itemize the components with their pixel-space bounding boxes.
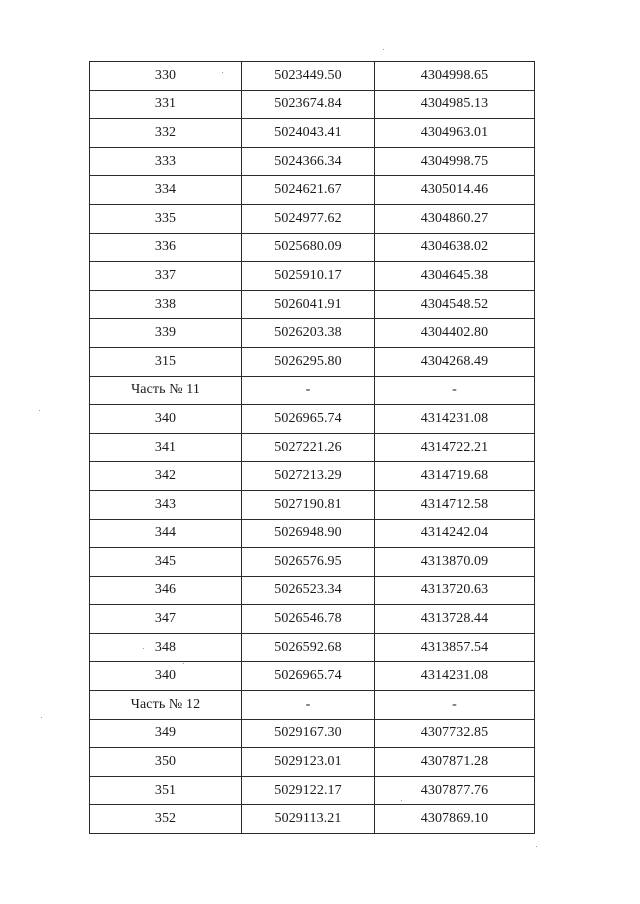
scan-speck bbox=[222, 72, 223, 73]
point-number-cell: Часть № 12 bbox=[90, 691, 242, 720]
point-number-cell: 330 bbox=[90, 62, 242, 91]
scan-speck bbox=[143, 648, 144, 649]
table-row bbox=[90, 490, 535, 519]
point-number-cell: 315 bbox=[90, 347, 242, 376]
point-number-cell: 347 bbox=[90, 605, 242, 634]
x-coordinate-cell: 5024621.67 bbox=[242, 176, 375, 205]
table-row bbox=[90, 433, 535, 462]
y-coordinate-cell: 4314719.68 bbox=[375, 462, 535, 491]
y-coordinate-cell: 4313728.44 bbox=[375, 605, 535, 634]
table-row bbox=[90, 719, 535, 748]
point-number-cell: 334 bbox=[90, 176, 242, 205]
x-coordinate-cell: 5026965.74 bbox=[242, 662, 375, 691]
table-row bbox=[90, 90, 535, 119]
table-row bbox=[90, 605, 535, 634]
point-number-cell: Часть № 11 bbox=[90, 376, 242, 405]
y-coordinate-cell: 4313720.63 bbox=[375, 576, 535, 605]
scan-speck bbox=[536, 846, 537, 847]
y-coordinate-cell: 4304998.65 bbox=[375, 62, 535, 91]
point-number-cell: 349 bbox=[90, 719, 242, 748]
y-coordinate-cell: 4304548.52 bbox=[375, 290, 535, 319]
x-coordinate-cell: 5023674.84 bbox=[242, 90, 375, 119]
y-coordinate-cell: 4314231.08 bbox=[375, 662, 535, 691]
scan-speck bbox=[41, 717, 42, 718]
table-row bbox=[90, 633, 535, 662]
point-number-cell: 339 bbox=[90, 319, 242, 348]
x-coordinate-cell: - bbox=[242, 691, 375, 720]
x-coordinate-cell: 5026546.78 bbox=[242, 605, 375, 634]
table-row bbox=[90, 691, 535, 720]
x-coordinate-cell: 5025680.09 bbox=[242, 233, 375, 262]
y-coordinate-cell: 4307869.10 bbox=[375, 805, 535, 834]
table-row bbox=[90, 662, 535, 691]
y-coordinate-cell: 4304268.49 bbox=[375, 347, 535, 376]
x-coordinate-cell: 5024043.41 bbox=[242, 119, 375, 148]
x-coordinate-cell: 5025910.17 bbox=[242, 262, 375, 291]
point-number-cell: 338 bbox=[90, 290, 242, 319]
table-row bbox=[90, 805, 535, 834]
y-coordinate-cell: 4304638.02 bbox=[375, 233, 535, 262]
x-coordinate-cell: 5024977.62 bbox=[242, 204, 375, 233]
y-coordinate-cell: 4304963.01 bbox=[375, 119, 535, 148]
point-number-cell: 342 bbox=[90, 462, 242, 491]
table-row bbox=[90, 262, 535, 291]
table-row bbox=[90, 62, 535, 91]
point-number-cell: 332 bbox=[90, 119, 242, 148]
table-row bbox=[90, 290, 535, 319]
x-coordinate-cell: 5027221.26 bbox=[242, 433, 375, 462]
table-row bbox=[90, 176, 535, 205]
y-coordinate-cell: 4313857.54 bbox=[375, 633, 535, 662]
x-coordinate-cell: 5026523.34 bbox=[242, 576, 375, 605]
x-coordinate-cell: 5023449.50 bbox=[242, 62, 375, 91]
y-coordinate-cell: 4305014.46 bbox=[375, 176, 535, 205]
x-coordinate-cell: 5029122.17 bbox=[242, 776, 375, 805]
x-coordinate-cell: 5027190.81 bbox=[242, 490, 375, 519]
point-number-cell: 346 bbox=[90, 576, 242, 605]
point-number-cell: 337 bbox=[90, 262, 242, 291]
point-number-cell: 336 bbox=[90, 233, 242, 262]
scan-speck bbox=[401, 800, 402, 801]
point-number-cell: 344 bbox=[90, 519, 242, 548]
x-coordinate-cell: 5026592.68 bbox=[242, 633, 375, 662]
table-row bbox=[90, 319, 535, 348]
coordinates-table bbox=[89, 61, 535, 834]
point-number-cell: 340 bbox=[90, 662, 242, 691]
x-coordinate-cell: 5026948.90 bbox=[242, 519, 375, 548]
x-coordinate-cell: 5029123.01 bbox=[242, 748, 375, 777]
x-coordinate-cell: 5026203.38 bbox=[242, 319, 375, 348]
scan-speck bbox=[183, 663, 184, 664]
x-coordinate-cell: 5029113.21 bbox=[242, 805, 375, 834]
table-row bbox=[90, 147, 535, 176]
table-row bbox=[90, 576, 535, 605]
point-number-cell: 345 bbox=[90, 548, 242, 577]
y-coordinate-cell: 4314722.21 bbox=[375, 433, 535, 462]
y-coordinate-cell: 4314231.08 bbox=[375, 405, 535, 434]
table-row bbox=[90, 776, 535, 805]
y-coordinate-cell: 4304998.75 bbox=[375, 147, 535, 176]
x-coordinate-cell: 5024366.34 bbox=[242, 147, 375, 176]
x-coordinate-cell: 5026576.95 bbox=[242, 548, 375, 577]
y-coordinate-cell: 4304402.80 bbox=[375, 319, 535, 348]
table-row bbox=[90, 376, 535, 405]
table-row bbox=[90, 405, 535, 434]
table-row bbox=[90, 548, 535, 577]
y-coordinate-cell: - bbox=[375, 376, 535, 405]
y-coordinate-cell: 4304645.38 bbox=[375, 262, 535, 291]
x-coordinate-cell: 5027213.29 bbox=[242, 462, 375, 491]
y-coordinate-cell: 4307877.76 bbox=[375, 776, 535, 805]
table-row bbox=[90, 233, 535, 262]
x-coordinate-cell: - bbox=[242, 376, 375, 405]
x-coordinate-cell: 5026295.80 bbox=[242, 347, 375, 376]
y-coordinate-cell: 4307871.28 bbox=[375, 748, 535, 777]
table-row bbox=[90, 519, 535, 548]
y-coordinate-cell: - bbox=[375, 691, 535, 720]
point-number-cell: 352 bbox=[90, 805, 242, 834]
scan-speck bbox=[383, 49, 384, 50]
point-number-cell: 343 bbox=[90, 490, 242, 519]
table-row bbox=[90, 748, 535, 777]
y-coordinate-cell: 4307732.85 bbox=[375, 719, 535, 748]
table-row bbox=[90, 347, 535, 376]
y-coordinate-cell: 4304860.27 bbox=[375, 204, 535, 233]
point-number-cell: 341 bbox=[90, 433, 242, 462]
table-row bbox=[90, 119, 535, 148]
y-coordinate-cell: 4313870.09 bbox=[375, 548, 535, 577]
point-number-cell: 348 bbox=[90, 633, 242, 662]
x-coordinate-cell: 5029167.30 bbox=[242, 719, 375, 748]
scan-speck bbox=[39, 410, 40, 411]
y-coordinate-cell: 4304985.13 bbox=[375, 90, 535, 119]
point-number-cell: 333 bbox=[90, 147, 242, 176]
point-number-cell: 351 bbox=[90, 776, 242, 805]
point-number-cell: 350 bbox=[90, 748, 242, 777]
y-coordinate-cell: 4314712.58 bbox=[375, 490, 535, 519]
table-row bbox=[90, 462, 535, 491]
x-coordinate-cell: 5026041.91 bbox=[242, 290, 375, 319]
coordinates-table-body bbox=[90, 62, 535, 834]
point-number-cell: 331 bbox=[90, 90, 242, 119]
point-number-cell: 340 bbox=[90, 405, 242, 434]
table-row bbox=[90, 204, 535, 233]
x-coordinate-cell: 5026965.74 bbox=[242, 405, 375, 434]
y-coordinate-cell: 4314242.04 bbox=[375, 519, 535, 548]
point-number-cell: 335 bbox=[90, 204, 242, 233]
